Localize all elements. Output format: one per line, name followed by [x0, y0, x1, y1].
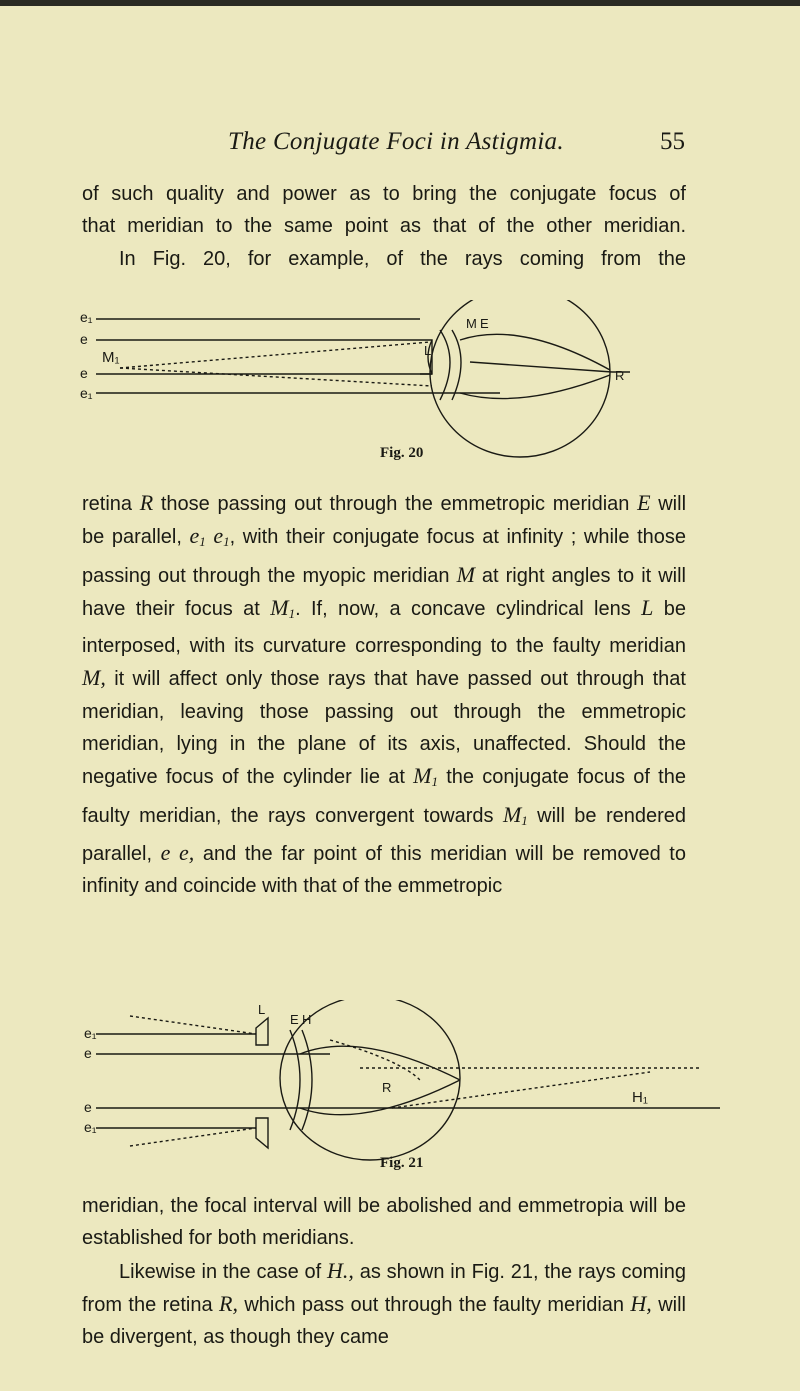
label-e-meridian: E	[290, 1012, 299, 1027]
label-e1: e₁	[84, 1025, 97, 1041]
label-e: e	[84, 1099, 92, 1115]
figure-20	[0, 300, 800, 470]
cylindrical-lens	[256, 1118, 268, 1148]
paragraph-intro	[82, 178, 686, 275]
dashed-ray	[120, 342, 430, 368]
cylindrical-lens	[256, 1018, 268, 1045]
paragraph-conclusion	[82, 1190, 686, 1353]
running-title: The Conjugate Foci in Astigmia.	[228, 128, 564, 155]
figure-20-caption: Fig. 20	[380, 445, 424, 461]
paragraph-text: retina R those passing out through the emmetropic meridian E will be parallel, $e_1$ $e_1$, with their conjugate focus at infinity ; while those passing out through the myopic meridian M at right angles to it will have their focus at $M_1$. If, now, a concave cylindrical lens L be interposed, with its curvature corresponding to the faulty meridian M, it will affect only those rays that have passed out through that meridian, leaving those passing out through the emmetropic meridian, lying in the plane of its axis, unaffected. Should the negative focus of the cylinder lie at $M_1$ the conjugate focus of the faulty meridian, the rays convergent towards $M_1$ will be rendered parallel, e e, and the far point of this meridian will be removed to infinity and coincide with that of the emmetropic	[82, 490, 687, 898]
page-top-edge	[0, 0, 800, 6]
text-line: of such quality and power as to bring the conjugate focus of	[82, 183, 686, 205]
label-h1: H₁	[632, 1089, 648, 1106]
label-l: L	[258, 1002, 266, 1017]
label-e-meridian: E	[480, 316, 489, 331]
dashed-ray	[130, 1128, 256, 1146]
label-r: R	[615, 368, 625, 383]
cornea-line	[290, 1030, 300, 1130]
refracted-ray	[460, 375, 610, 399]
dashed-ray	[130, 1016, 256, 1034]
eye-globe	[430, 300, 610, 457]
text-line: that meridian to the same point as that of the other meridian.	[82, 215, 686, 238]
paragraph-explanation	[82, 487, 686, 903]
refracted-ray	[460, 334, 610, 370]
cornea-line	[440, 330, 450, 400]
figure-21	[0, 1000, 800, 1175]
running-header	[0, 128, 800, 168]
label-l: L	[424, 343, 432, 358]
paragraph-text: Likewise in the case of H., as shown in Fig. 21, the rays coming from the retina R, which pass out through the faulty meridian H, will be divergent, as though they came	[82, 1257, 686, 1349]
figure-21-caption: Fig. 21	[380, 1155, 424, 1171]
label-e1: e₁	[80, 385, 93, 401]
label-e: e	[84, 1045, 92, 1061]
label-h: H	[302, 1012, 312, 1027]
dashed-ray	[120, 368, 432, 386]
refracted-ray	[300, 1080, 460, 1115]
label-e: e	[80, 365, 88, 381]
label-m1: M₁	[102, 349, 120, 366]
label-e1: e₁	[80, 309, 93, 325]
figure-21-diagram	[0, 1000, 800, 1175]
label-r: R	[382, 1080, 392, 1095]
page-number: 55	[660, 128, 685, 155]
label-e: e	[80, 331, 88, 347]
refracted-ray	[300, 1046, 460, 1080]
dashed-ray	[392, 1072, 650, 1108]
text-line: In Fig. 20, for example, of the rays coming from the	[119, 247, 686, 270]
label-e1: e₁	[84, 1119, 97, 1135]
label-m: M	[466, 316, 477, 331]
paragraph-text: meridian, the focal interval will be abolished and emmetropia will be established for both meridians.	[82, 1195, 686, 1250]
